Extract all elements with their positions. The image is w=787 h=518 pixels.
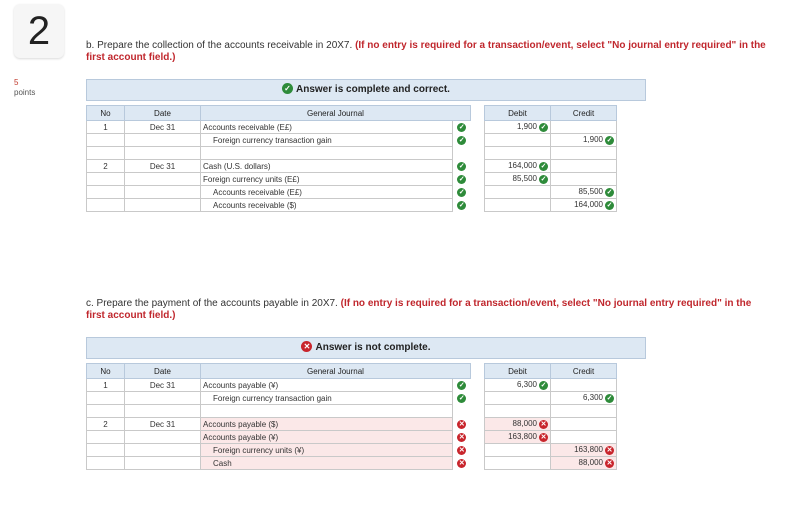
debit-amount: 1,900 [516,122,537,132]
header-no: No [87,364,125,379]
debit-field[interactable] [485,199,551,212]
x-circle-icon: ✕ [458,433,465,441]
account-field[interactable]: Accounts payable (¥) [201,379,453,392]
part-c-banner-text: Answer is not complete. [315,342,431,353]
check-circle-icon: ✓ [458,162,465,170]
account-status-cell [453,457,471,470]
check-circle-icon: ✓ [458,201,465,209]
account-field[interactable]: Foreign currency transaction gain [201,134,453,147]
check-circle-icon: ✓ [540,162,547,170]
part-c-prompt [86,298,766,322]
debit-field[interactable] [485,160,551,173]
check-circle-icon: ✓ [606,201,613,209]
account-field[interactable]: Accounts payable (¥) [201,431,453,444]
account-status-cell [453,134,471,147]
header-debit: Debit [485,364,551,379]
debit-field[interactable] [485,392,551,405]
check-circle-icon: ✓ [606,188,613,196]
header-no: No [87,106,125,121]
check-circle-icon: ✓ [458,381,465,389]
entry-number-cell[interactable] [87,173,125,186]
points-indicator [14,78,35,98]
date-cell[interactable]: Dec 31 [125,418,201,431]
journal-row [87,392,617,405]
entry-number-cell[interactable] [87,199,125,212]
credit-field[interactable] [551,134,617,147]
credit-amount: 88,000 [578,458,603,468]
check-circle-icon: ✓ [282,83,293,94]
credit-amount: 164,000 [574,200,603,210]
credit-field[interactable] [551,379,617,392]
x-circle-icon: ✕ [458,459,465,467]
date-cell[interactable] [125,431,201,444]
account-status-cell [453,392,471,405]
account-field[interactable]: Accounts receivable ($) [201,199,453,212]
credit-amount: 6,300 [582,393,603,403]
check-circle-icon: ✓ [606,394,613,402]
entry-number-cell[interactable]: 2 [87,418,125,431]
date-cell[interactable]: Dec 31 [125,121,201,134]
date-cell[interactable] [125,457,201,470]
journal-row [87,199,617,212]
account-field[interactable]: Cash [201,457,453,470]
header-general-journal: General Journal [201,364,471,379]
debit-amount: 88,000 [512,419,537,429]
account-field[interactable]: Foreign currency units (¥) [201,444,453,457]
account-status-cell [453,379,471,392]
credit-field[interactable] [551,121,617,134]
journal-row [87,457,617,470]
header-credit: Credit [551,364,617,379]
credit-field[interactable] [551,418,617,431]
x-circle-icon: ✕ [458,446,465,454]
journal-row [87,379,617,392]
account-field[interactable]: Foreign currency units (E£) [201,173,453,186]
debit-field[interactable] [485,173,551,186]
credit-field[interactable] [551,186,617,199]
entry-number-cell[interactable] [87,134,125,147]
debit-amount: 164,000 [508,161,537,171]
check-circle-icon: ✓ [458,123,465,131]
debit-field[interactable] [485,431,551,444]
check-circle-icon: ✓ [458,394,465,402]
entry-number-cell[interactable]: 1 [87,379,125,392]
journal-row [87,160,617,173]
part-b-journal-table [86,105,617,212]
entry-number-cell[interactable] [87,392,125,405]
credit-field[interactable] [551,392,617,405]
debit-field[interactable] [485,121,551,134]
account-status-cell [453,173,471,186]
check-circle-icon: ✓ [540,175,547,183]
part-b-prompt [86,40,766,64]
part-b-prompt-text: b. Prepare the collection of the accounts receivable in 20X7. [86,40,353,51]
debit-amount: 163,800 [508,432,537,442]
account-status-cell [453,121,471,134]
debit-field[interactable] [485,418,551,431]
part-c-status-banner [86,337,646,359]
account-field[interactable]: Accounts receivable (E£) [201,121,453,134]
date-cell[interactable] [125,173,201,186]
x-circle-icon: ✕ [540,433,547,441]
journal-row [87,121,617,134]
part-b-instruction: (If no entry is required for a transaction/event, select "No journal entry required" in the first account field.) [86,40,766,63]
date-cell[interactable] [125,186,201,199]
account-status-cell [453,418,471,431]
x-circle-icon: ✕ [540,420,547,428]
header-general-journal: General Journal [201,106,471,121]
journal-row [87,147,617,160]
header-date: Date [125,106,201,121]
part-b-banner-text: Answer is complete and correct. [296,84,450,95]
credit-field[interactable] [551,457,617,470]
account-status-cell [453,199,471,212]
credit-field[interactable] [551,444,617,457]
date-cell[interactable]: Dec 31 [125,379,201,392]
debit-field[interactable] [485,457,551,470]
journal-row [87,405,617,418]
journal-row [87,134,617,147]
part-c-instruction: (If no entry is required for a transaction/event, select "No journal entry required" in the first account field.) [86,298,752,321]
journal-row [87,431,617,444]
debit-amount: 6,300 [516,380,537,390]
check-circle-icon: ✓ [458,136,465,144]
entry-number-cell[interactable]: 2 [87,160,125,173]
debit-amount: 85,500 [512,174,537,184]
x-circle-icon: ✕ [606,446,613,454]
date-cell[interactable]: Dec 31 [125,160,201,173]
part-c-prompt-text: c. Prepare the payment of the accounts payable in 20X7. [86,298,338,309]
journal-row [87,444,617,457]
header-credit: Credit [551,106,617,121]
date-cell[interactable] [125,392,201,405]
debit-field[interactable] [485,134,551,147]
account-field[interactable]: Accounts receivable (E£) [201,186,453,199]
date-cell[interactable] [125,444,201,457]
x-circle-icon: ✕ [606,459,613,467]
header-debit: Debit [485,106,551,121]
journal-row [87,186,617,199]
credit-field[interactable] [551,160,617,173]
account-status-cell [453,160,471,173]
entry-number-cell[interactable]: 1 [87,121,125,134]
credit-field[interactable] [551,199,617,212]
check-circle-icon: ✓ [458,188,465,196]
debit-field[interactable] [485,186,551,199]
credit-amount: 163,800 [574,445,603,455]
part-c-journal-table [86,363,617,470]
check-circle-icon: ✓ [540,123,547,131]
date-cell[interactable] [125,134,201,147]
journal-row [87,418,617,431]
check-circle-icon: ✓ [458,175,465,183]
header-date: Date [125,364,201,379]
x-circle-icon: ✕ [301,341,312,352]
debit-field[interactable] [485,379,551,392]
entry-number-cell[interactable] [87,431,125,444]
account-status-cell [453,186,471,199]
part-b-status-banner [86,79,646,101]
debit-field[interactable] [485,444,551,457]
journal-row [87,173,617,186]
account-field[interactable]: Cash (U.S. dollars) [201,160,453,173]
check-circle-icon: ✓ [540,381,547,389]
account-field[interactable]: Accounts payable ($) [201,418,453,431]
question-number: 2 [14,4,64,58]
account-status-cell [453,444,471,457]
x-circle-icon: ✕ [458,420,465,428]
credit-field[interactable] [551,173,617,186]
credit-amount: 85,500 [578,187,603,197]
entry-number-cell[interactable] [87,186,125,199]
points-label: points [14,88,36,97]
credit-amount: 1,900 [582,135,603,145]
account-status-cell [453,431,471,444]
date-cell[interactable] [125,199,201,212]
entry-number-cell[interactable] [87,444,125,457]
points-value: 5 [14,78,19,87]
entry-number-cell[interactable] [87,457,125,470]
check-circle-icon: ✓ [606,136,613,144]
credit-field[interactable] [551,431,617,444]
account-field[interactable]: Foreign currency transaction gain [201,392,453,405]
